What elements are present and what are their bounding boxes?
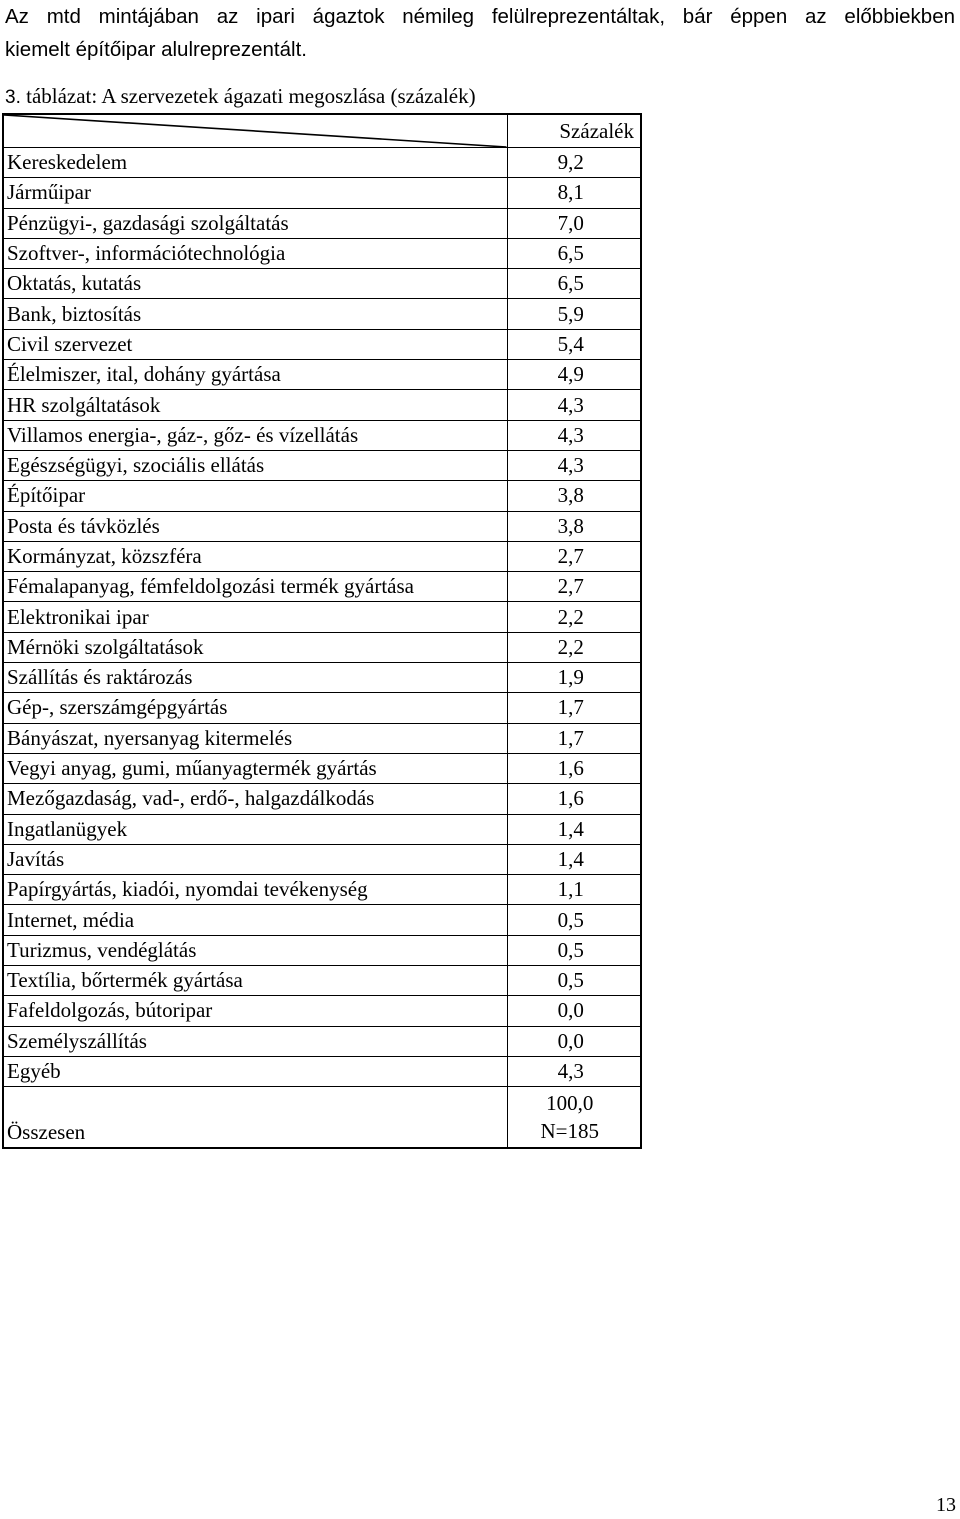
table-row <box>3 663 641 693</box>
sector-percent: 0,5 <box>507 935 641 965</box>
intro-line-1: Az mtd mintájában az ipari ágaztok némileg felülreprezentáltak, bár éppen az előbbiekben <box>5 5 955 28</box>
sector-percent: 3,8 <box>507 511 641 541</box>
sector-label: Szoftver-, információtechnológia <box>3 238 507 268</box>
total-sample-size: N=185 <box>540 1119 599 1144</box>
table-row <box>3 753 641 783</box>
sector-label: Személyszállítás <box>3 1026 507 1056</box>
total-percent: 100,0 <box>546 1091 594 1116</box>
sector-percent: 0,5 <box>507 905 641 935</box>
table-row <box>3 269 641 299</box>
table-header-percent: Százalék <box>507 114 641 148</box>
table-row <box>3 420 641 450</box>
sector-label: Internet, média <box>3 905 507 935</box>
sector-percent: 3,8 <box>507 481 641 511</box>
sector-label: Járműipar <box>3 178 507 208</box>
table-row <box>3 572 641 602</box>
sector-label: Vegyi anyag, gumi, műanyagtermék gyártás <box>3 753 507 783</box>
sector-label: Mezőgazdaság, vad-, erdő-, halgazdálkodás <box>3 784 507 814</box>
table-row <box>3 875 641 905</box>
total-label: Összesen <box>3 1087 507 1149</box>
sector-label: Kormányzat, közszféra <box>3 541 507 571</box>
table-row <box>3 935 641 965</box>
table-row <box>3 329 641 359</box>
sector-label: Szállítás és raktározás <box>3 663 507 693</box>
sector-label: Javítás <box>3 844 507 874</box>
table-row <box>3 450 641 480</box>
sector-percent: 1,9 <box>507 663 641 693</box>
sector-percent: 4,9 <box>507 360 641 390</box>
table-caption-number: 3. <box>5 87 21 108</box>
table-header-row <box>3 114 641 148</box>
sector-percent: 4,3 <box>507 450 641 480</box>
sector-label: Mérnöki szolgáltatások <box>3 632 507 662</box>
sector-percent: 5,4 <box>507 329 641 359</box>
sector-percent: 4,3 <box>507 420 641 450</box>
sector-label: Építőipar <box>3 481 507 511</box>
sector-label: Bank, biztosítás <box>3 299 507 329</box>
sector-label: Pénzügyi-, gazdasági szolgáltatás <box>3 208 507 238</box>
sector-percent: 1,7 <box>507 693 641 723</box>
table-row <box>3 1056 641 1086</box>
sector-label: Egészségügyi, szociális ellátás <box>3 450 507 480</box>
table-row <box>3 1026 641 1056</box>
sector-percent: 1,6 <box>507 753 641 783</box>
sector-percent: 1,7 <box>507 723 641 753</box>
sector-label: Élelmiszer, ital, dohány gyártása <box>3 360 507 390</box>
sector-label: Papírgyártás, kiadói, nyomdai tevékenység <box>3 875 507 905</box>
sector-label: Elektronikai ipar <box>3 602 507 632</box>
table-caption <box>5 81 476 113</box>
table-corner-cell <box>3 114 507 148</box>
table-total-row <box>3 1087 641 1149</box>
table-row <box>3 238 641 268</box>
sector-percent: 1,4 <box>507 814 641 844</box>
sector-label: Ingatlanügyek <box>3 814 507 844</box>
sector-percent: 0,0 <box>507 996 641 1026</box>
table-row <box>3 481 641 511</box>
sector-percent: 2,7 <box>507 572 641 602</box>
sector-label: Posta és távközlés <box>3 511 507 541</box>
sector-percent: 1,4 <box>507 844 641 874</box>
table-row <box>3 511 641 541</box>
sector-percent: 4,3 <box>507 390 641 420</box>
sector-label: Kereskedelem <box>3 148 507 178</box>
table-row <box>3 299 641 329</box>
table-row <box>3 814 641 844</box>
sector-label: Textília, bőrtermék gyártása <box>3 966 507 996</box>
sector-label: HR szolgáltatások <box>3 390 507 420</box>
intro-line-2: kiemelt építőipar alulreprezentált. <box>5 38 307 61</box>
sector-percent: 2,2 <box>507 602 641 632</box>
table-row <box>3 178 641 208</box>
table-row <box>3 602 641 632</box>
table-row <box>3 208 641 238</box>
sector-label: Gép-, szerszámgépgyártás <box>3 693 507 723</box>
sector-percent: 4,3 <box>507 1056 641 1086</box>
sector-label: Egyéb <box>3 1056 507 1086</box>
sector-percent: 1,1 <box>507 875 641 905</box>
table-row <box>3 966 641 996</box>
table-row <box>3 148 641 178</box>
sector-label: Bányászat, nyersanyag kitermelés <box>3 723 507 753</box>
sector-percent: 5,9 <box>507 299 641 329</box>
sector-percent: 8,1 <box>507 178 641 208</box>
sector-percent: 0,0 <box>507 1026 641 1056</box>
table-row <box>3 784 641 814</box>
sector-label: Civil szervezet <box>3 329 507 359</box>
sector-label: Turizmus, vendéglátás <box>3 935 507 965</box>
intro-paragraph <box>5 0 955 66</box>
sector-percent: 1,6 <box>507 784 641 814</box>
table-row <box>3 996 641 1026</box>
table-row <box>3 723 641 753</box>
total-cell <box>507 1087 641 1149</box>
table-row <box>3 390 641 420</box>
sector-label: Fafeldolgozás, bútoripar <box>3 996 507 1026</box>
page-number: 13 <box>936 1494 956 1516</box>
table-row <box>3 541 641 571</box>
sector-label: Villamos energia-, gáz-, gőz- és vízellátás <box>3 420 507 450</box>
sector-label: Fémalapanyag, fémfeldolgozási termék gyártása <box>3 572 507 602</box>
table-row <box>3 693 641 723</box>
sector-percent: 6,5 <box>507 238 641 268</box>
sector-percent: 2,2 <box>507 632 641 662</box>
table-row <box>3 844 641 874</box>
sector-distribution-table <box>2 113 642 1149</box>
table-row <box>3 360 641 390</box>
table-row <box>3 905 641 935</box>
diagonal-divider <box>4 115 507 147</box>
sector-label: Oktatás, kutatás <box>3 269 507 299</box>
sector-percent: 6,5 <box>507 269 641 299</box>
sector-percent: 2,7 <box>507 541 641 571</box>
table-caption-text: táblázat: A szervezetek ágazati megoszlása (százalék) <box>26 84 476 108</box>
table-row <box>3 632 641 662</box>
sector-percent: 0,5 <box>507 966 641 996</box>
sector-percent: 7,0 <box>507 208 641 238</box>
sector-percent: 9,2 <box>507 148 641 178</box>
